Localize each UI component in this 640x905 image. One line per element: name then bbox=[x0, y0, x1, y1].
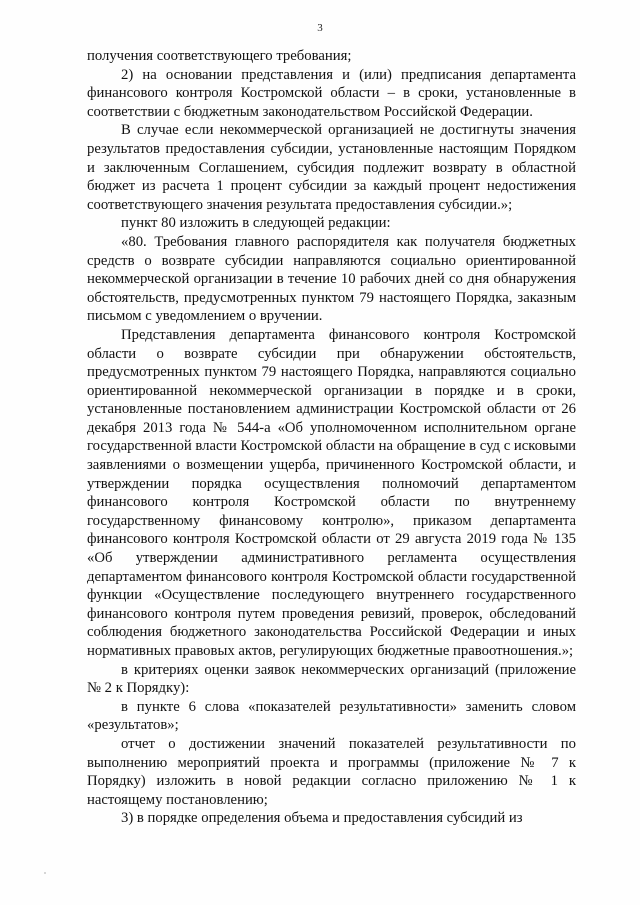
scan-speck bbox=[449, 716, 450, 717]
paragraph-point-80-text: «80. Требования главного распорядителя как получателя бюджетных средств о возврате субсидии направляются социально ориентированной некоммерческой организации в течение 10 рабочих дней со дня обнаружения обстоятельств, предусмотренных пунктом 79 настоящего Порядка, заказным письмом с уведомлением о вручении. bbox=[87, 233, 576, 325]
paragraph-item-2: 2) на основании представления и (или) предписания департамента финансового контроля Костромской области – в сроки, установленные в соответствии с бюджетным законодательством Российской Федерации. bbox=[87, 66, 576, 120]
page-number: 3 bbox=[317, 22, 323, 34]
paragraph-item-3: 3) в порядке определения объема и предоставления субсидий из bbox=[121, 810, 523, 827]
paragraph-evaluation-criteria: в критериях оценки заявок некоммерческих организаций (приложение № 2 к Порядку): bbox=[87, 661, 576, 697]
paragraph-financial-control: Представления департамента финансового контроля Костромской области о возврате субсидии при обнаружении обстоятельств, предусмотренных пунктом 79 настоящего Порядка, направляются социально ориентированной некоммерческой организации в порядке и в сроки, установленные постановлением администрации Костромской области от 26 декабря 2013 года № 544-а «Об уполномоченном исполнительном органе государственной власти Костромской области на обращение в суд с исковыми заявлениями о возмещении ущерба, причиненного Костромской области, и утверждении порядка осуществления полномочий департаментом финансового контроля Костромской области по внутреннему государственному финансовому контролю», приказом департамента финансового контроля Костромской области от 29 августа 2019 года № 135 «Об утверждении административного регламента осуществления департаментом финансового контроля Костромской области государственной функции «Осуществление последующего внутреннего государственного финансового контроля путем проведения ревизий, проверок, обследований соблюдения бюджетного законодательства Российской Федерации и иных нормативных правовых актов, регулирующих бюджетные правоотношения.»; bbox=[87, 326, 576, 659]
paragraph-report-annex: отчет о достижении значений показателей результативности по выполнению мероприятий проекта и программы (приложение № 7 к Порядку) изложить в новой редакции согласно приложению № 1 к настоящему постановлению; bbox=[87, 735, 576, 808]
paragraph-item-6-replacement: в пункте 6 слова «показателей результативности» заменить словом «результатов»; bbox=[87, 698, 576, 734]
document-body bbox=[87, 47, 576, 828]
paragraph-point-80-intro: пункт 80 изложить в следующей редакции: bbox=[121, 215, 391, 232]
paragraph-continuation: получения соответствующего требования; bbox=[87, 48, 352, 64]
paragraph-subsidy-return-rule: В случае если некоммерческой организацией не достигнуты значения результатов предоставления субсидии, установленные настоящим Порядком и заключенным Соглашением, субсидия подлежит возврату в областной бюджет из расчета 1 процент субсидии за каждый процент недостижения соответствующего значения результата предоставления субсидии.»; bbox=[87, 122, 576, 213]
scan-speck bbox=[44, 872, 46, 874]
